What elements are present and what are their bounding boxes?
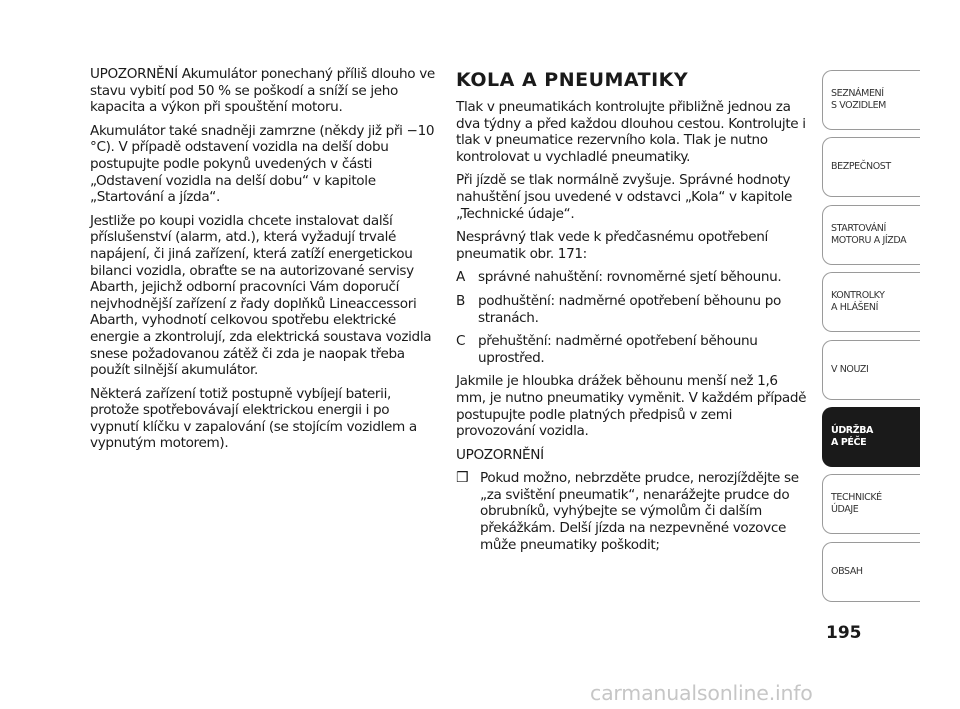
paragraph-pressure-increase: Při jízdě se tlak normálně zvyšuje. Správné hodnoty nahuštění jsou uvedené v odstavci „Kola“ v kapitole „Technické údaje“. (456, 172, 793, 222)
paragraph-warning-battery: UPOZORNĚNÍ Akumulátor ponechaný příliš dlouho ve stavu vybití pod 50 % se poškodí a sníží se jeho kapacita a výkon při spouštění motoru. (90, 66, 435, 116)
tab-seznameni[interactable]: SEZNÁMENÍ S VOZIDLEM (822, 70, 920, 130)
list-item-label: B (456, 292, 465, 309)
paragraph-tread-depth: Jakmile je hloubka drážek běhounu menší než 1,6 mm, je nutno pneumatiky vyměnit. V každém případě postupujte podle platných předpisů v zemi provozování vozidla. (456, 373, 807, 440)
paragraph-accessories: Jestliže po koupi vozidla chcete instalovat další příslušenství (alarm, atd.), která vyžadují trvalé napájení, či jiná zařízení, která zatíží energetickou bilanci vozidla, obraťte se na autorizované servisy Abarth, jejichž odborní pracovníci Vám doporučí nejvhodnější zařízení z řady doplňků Lineaccessori Abarth, vyhodnotí celkovou spotřebu elektrické energie a zkontrolují, zda elektrická soustava vozidla snese požadovanou zátěž či zda je naopak třeba použít silnější akumulátor. (90, 212, 432, 379)
paragraph-pressure-check: Tlak v pneumatikách kontrolujte přibližně jednou za dva týdny a před každou dlouhou cestou. Kontrolujte i tlak v pneumatice rezervního kola. Tlak je nutno kontrolovat u vychladlé pneumatiky. (456, 99, 806, 165)
warning-item-text: Pokud možno, nebrzděte prudce, nerozjíždějte se „za svištění pneumatik“, nenarážejte prudce do obrubníků, vyhýbejte se výmolům či dalším překážkám. Delší jízda na nezpevněné vozovce může pneumatiky poškodit; (480, 470, 799, 553)
checkbox-icon: ❒ (456, 470, 469, 487)
list-item-text: podhuštění: nadměrné opotřebení běhounu po stranách. (478, 292, 781, 326)
tab-startovani[interactable]: STARTOVÁNÍ MOTORU A JÍZDA (822, 205, 920, 265)
paragraph-consumers: Některá zařízení totiž postupně vybíjejí baterii, protože spotřebovávají elektrickou energii i po vypnutí klíčku v zapalování (se stojícím vozidlem a vypnutým motorem). (90, 385, 417, 452)
right-column (456, 66, 808, 560)
list-item-label: A (456, 269, 465, 286)
tab-bezpecnost[interactable]: BEZPEČNOST (822, 137, 920, 197)
list-item (456, 269, 808, 286)
tab-udrzba[interactable]: ÚDRŽBA A PÉČE (822, 407, 920, 467)
tab-kontrolky[interactable]: KONTROLKY A HLÁŠENÍ (822, 272, 920, 332)
list-item-text: přehuštění: nadměrné opotřebení běhounu uprostřed. (478, 333, 758, 366)
chapter-tabs (822, 70, 920, 609)
list-item-label: C (456, 333, 466, 350)
left-column (90, 66, 440, 459)
paragraph-freezing: Akumulátor také snadněji zamrzne (někdy již při −10 °C). V případě odstavení vozidla na delší dobu postupujte podle pokynů uvedených v části „Odstavení vozidla na delší dobu“ v kapitole „Startování a jízda“. (90, 122, 435, 206)
watermark: carmanualsonline.info (590, 681, 813, 705)
warning-item (456, 470, 808, 553)
section-heading: KOLA A PNEUMATIKY (456, 69, 689, 91)
tab-obsah[interactable]: OBSAH (822, 542, 920, 602)
list-item-text: správné nahuštění: rovnoměrné sjetí běhounu. (478, 269, 782, 286)
page-number: 195 (826, 623, 862, 643)
paragraph-wrong-pressure: Nesprávný tlak vede k předčasnému opotřebení pneumatik obr. 171: (456, 229, 768, 262)
list-item (456, 333, 808, 366)
list-item (456, 293, 808, 326)
tab-technicke-udaje[interactable]: TECHNICKÉ ÚDAJE (822, 474, 920, 534)
warning-title: UPOZORNĚNÍ (456, 446, 544, 463)
tab-v-nouzi[interactable]: V NOUZI (822, 340, 920, 400)
